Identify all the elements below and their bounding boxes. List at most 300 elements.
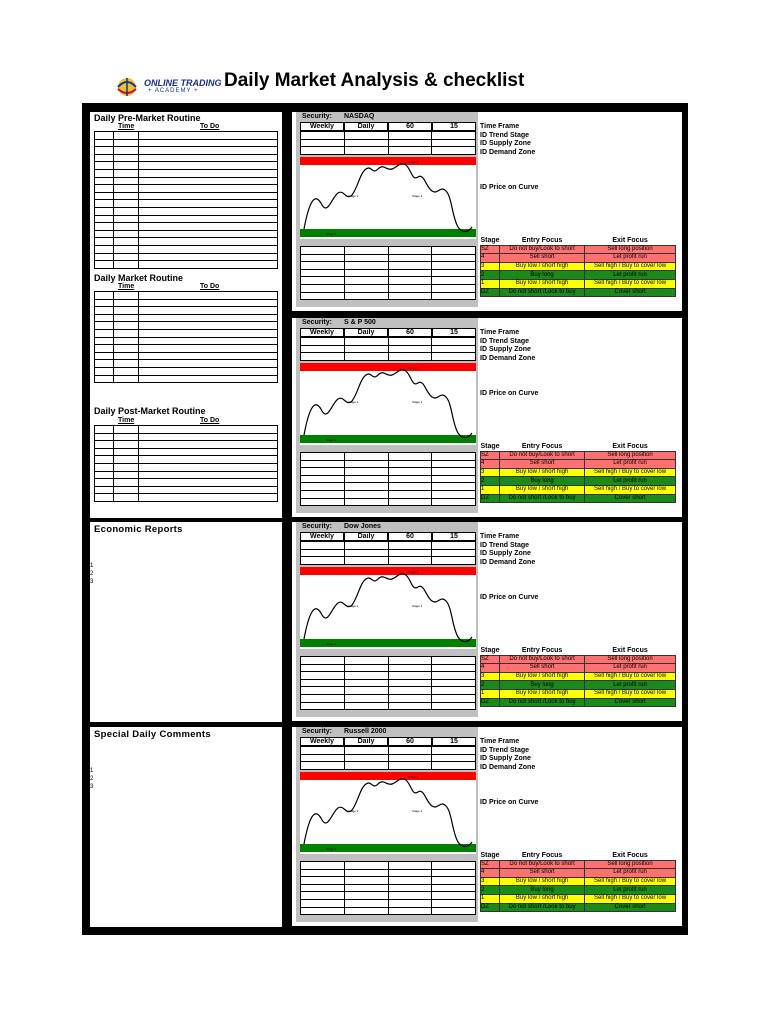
table-cell[interactable]: [344, 657, 388, 665]
table-cell[interactable]: [388, 542, 432, 550]
table-cell[interactable]: [113, 456, 138, 464]
table-row: [95, 154, 278, 162]
timeframe-grid: [300, 337, 476, 361]
table-cell[interactable]: [113, 494, 138, 502]
table-cell[interactable]: [344, 672, 388, 680]
table-cell[interactable]: [344, 345, 388, 353]
table-cell[interactable]: [344, 862, 388, 870]
table-cell[interactable]: [388, 664, 432, 672]
table-cell[interactable]: [113, 238, 138, 246]
table-cell[interactable]: [95, 486, 114, 494]
table-cell[interactable]: [113, 192, 138, 200]
table-cell[interactable]: [344, 490, 388, 498]
table-cell[interactable]: [344, 262, 388, 270]
table-cell[interactable]: [301, 353, 345, 361]
table-cell[interactable]: [388, 147, 432, 155]
table-cell[interactable]: [344, 284, 388, 292]
table-cell[interactable]: [432, 899, 476, 907]
table-cell[interactable]: [113, 479, 138, 487]
security-name: S & P 500: [344, 319, 376, 326]
table-cell[interactable]: [301, 139, 345, 147]
table-cell[interactable]: [95, 367, 114, 375]
table-cell[interactable]: [113, 207, 138, 215]
table-cell[interactable]: [113, 314, 138, 322]
table-cell[interactable]: [113, 375, 138, 383]
table-cell[interactable]: [301, 132, 345, 140]
table-cell[interactable]: [432, 702, 476, 710]
table-cell[interactable]: [95, 479, 114, 487]
table-cell[interactable]: [432, 284, 476, 292]
table-cell[interactable]: [95, 132, 114, 140]
table-cell[interactable]: [95, 192, 114, 200]
table-cell[interactable]: [138, 292, 277, 300]
table-cell[interactable]: [344, 139, 388, 147]
table-cell[interactable]: [301, 147, 345, 155]
table-cell[interactable]: [95, 352, 114, 360]
table-cell[interactable]: [344, 549, 388, 557]
table-cell[interactable]: [113, 307, 138, 315]
table-cell[interactable]: [432, 907, 476, 915]
table-cell[interactable]: [388, 262, 432, 270]
table-cell[interactable]: [138, 261, 277, 269]
table-cell[interactable]: [388, 277, 432, 285]
table-cell[interactable]: [432, 269, 476, 277]
table-cell[interactable]: [301, 542, 345, 550]
table-cell[interactable]: [138, 147, 277, 155]
table-cell[interactable]: [344, 254, 388, 262]
table-cell[interactable]: [138, 162, 277, 170]
table-cell[interactable]: [432, 869, 476, 877]
table-cell[interactable]: [113, 329, 138, 337]
table-cell[interactable]: [138, 471, 277, 479]
table-cell[interactable]: [344, 277, 388, 285]
table-cell[interactable]: [344, 907, 388, 915]
table-cell[interactable]: [388, 862, 432, 870]
table-cell[interactable]: [344, 754, 388, 762]
table-cell[interactable]: [432, 483, 476, 491]
table-cell[interactable]: [113, 463, 138, 471]
table-cell[interactable]: [138, 177, 277, 185]
table-cell[interactable]: [301, 747, 345, 755]
table-cell[interactable]: [432, 892, 476, 900]
table-cell[interactable]: [388, 877, 432, 885]
table-cell[interactable]: [388, 254, 432, 262]
table-cell[interactable]: [113, 169, 138, 177]
table-cell[interactable]: [432, 498, 476, 506]
table-cell[interactable]: [95, 448, 114, 456]
table-cell[interactable]: [113, 352, 138, 360]
table-cell[interactable]: [138, 479, 277, 487]
table-cell[interactable]: [388, 483, 432, 491]
table-cell[interactable]: [138, 352, 277, 360]
table-cell[interactable]: [388, 762, 432, 770]
table-cell[interactable]: [432, 262, 476, 270]
table-cell[interactable]: [95, 253, 114, 261]
table-cell[interactable]: [113, 299, 138, 307]
table-cell[interactable]: [113, 215, 138, 223]
stage-cell-exit: Sell high / Buy to cover low: [585, 262, 676, 271]
table-cell[interactable]: [388, 498, 432, 506]
table-cell[interactable]: [113, 147, 138, 155]
table-cell[interactable]: [432, 687, 476, 695]
table-cell[interactable]: [138, 139, 277, 147]
table-cell[interactable]: [432, 862, 476, 870]
table-cell[interactable]: [432, 468, 476, 476]
table-cell[interactable]: [113, 345, 138, 353]
table-cell[interactable]: [138, 494, 277, 502]
table-cell[interactable]: [344, 869, 388, 877]
table-cell[interactable]: [432, 747, 476, 755]
stage-cell-stage: 1: [481, 894, 500, 903]
table-cell[interactable]: [344, 694, 388, 702]
table-cell[interactable]: [344, 460, 388, 468]
table-cell[interactable]: [388, 549, 432, 557]
table-cell[interactable]: [388, 338, 432, 346]
table-cell[interactable]: [95, 245, 114, 253]
table-cell[interactable]: [301, 657, 345, 665]
table-cell[interactable]: [138, 456, 277, 464]
table-cell[interactable]: [432, 694, 476, 702]
table-cell[interactable]: [113, 322, 138, 330]
table-cell[interactable]: [301, 907, 345, 915]
table-cell[interactable]: [388, 899, 432, 907]
table-cell[interactable]: [301, 899, 345, 907]
table-cell[interactable]: [113, 261, 138, 269]
table-cell[interactable]: [344, 338, 388, 346]
table-cell[interactable]: [138, 253, 277, 261]
table-cell[interactable]: [344, 877, 388, 885]
table-cell[interactable]: [344, 292, 388, 300]
table-cell[interactable]: [95, 139, 114, 147]
table-cell[interactable]: [301, 687, 345, 695]
table-row: [95, 162, 278, 170]
checklist-demand-zone: ID Demand Zone: [480, 763, 536, 771]
table-cell[interactable]: [301, 702, 345, 710]
table-cell[interactable]: [301, 247, 345, 255]
table-cell[interactable]: [301, 460, 345, 468]
table-cell[interactable]: [138, 200, 277, 208]
table-cell[interactable]: [388, 892, 432, 900]
table-cell[interactable]: [344, 762, 388, 770]
table-cell[interactable]: [113, 337, 138, 345]
table-cell[interactable]: [301, 754, 345, 762]
table-cell[interactable]: [138, 238, 277, 246]
table-cell[interactable]: [113, 185, 138, 193]
table-cell[interactable]: [388, 269, 432, 277]
table-cell[interactable]: [138, 223, 277, 231]
table-cell[interactable]: [95, 147, 114, 155]
table-cell[interactable]: [432, 549, 476, 557]
table-cell[interactable]: [301, 292, 345, 300]
table-cell[interactable]: [388, 460, 432, 468]
table-cell[interactable]: [95, 329, 114, 337]
table-cell[interactable]: [432, 247, 476, 255]
table-cell[interactable]: [113, 486, 138, 494]
table-cell[interactable]: [95, 471, 114, 479]
table-cell[interactable]: [432, 460, 476, 468]
table-cell[interactable]: [388, 345, 432, 353]
table-cell[interactable]: [388, 907, 432, 915]
table-cell[interactable]: [95, 177, 114, 185]
table-cell[interactable]: [138, 463, 277, 471]
table-cell[interactable]: [388, 284, 432, 292]
table-cell[interactable]: [95, 299, 114, 307]
table-cell[interactable]: [344, 557, 388, 565]
table-cell[interactable]: [432, 277, 476, 285]
table-cell[interactable]: [432, 254, 476, 262]
table-cell[interactable]: [138, 215, 277, 223]
table-cell[interactable]: [138, 299, 277, 307]
table-cell[interactable]: [95, 433, 114, 441]
table-cell[interactable]: [432, 345, 476, 353]
table-cell[interactable]: [432, 672, 476, 680]
table-cell[interactable]: [138, 337, 277, 345]
table-cell[interactable]: [344, 747, 388, 755]
table-cell[interactable]: [432, 679, 476, 687]
table-cell[interactable]: [95, 154, 114, 162]
table-cell[interactable]: [301, 892, 345, 900]
table-cell[interactable]: [138, 375, 277, 383]
table-cell[interactable]: [301, 557, 345, 565]
table-cell[interactable]: [432, 139, 476, 147]
table-cell[interactable]: [432, 754, 476, 762]
table-cell[interactable]: [95, 207, 114, 215]
table-cell[interactable]: [95, 215, 114, 223]
table-cell[interactable]: [344, 679, 388, 687]
table-cell[interactable]: [388, 353, 432, 361]
table-cell[interactable]: [388, 292, 432, 300]
table-cell[interactable]: [344, 468, 388, 476]
table-cell[interactable]: [138, 367, 277, 375]
table-cell[interactable]: [138, 169, 277, 177]
table-cell[interactable]: [95, 322, 114, 330]
table-cell[interactable]: [432, 338, 476, 346]
table-cell[interactable]: [301, 490, 345, 498]
table-cell[interactable]: [113, 426, 138, 434]
stage-cell-exit: Cover short: [585, 288, 676, 297]
stage-header: Stage: [480, 443, 500, 451]
table-cell[interactable]: [113, 139, 138, 147]
table-cell[interactable]: [388, 468, 432, 476]
table-cell[interactable]: [301, 664, 345, 672]
table-cell[interactable]: [95, 230, 114, 238]
table-cell[interactable]: [95, 314, 114, 322]
table-cell[interactable]: [113, 132, 138, 140]
table-cell[interactable]: [138, 448, 277, 456]
table-cell[interactable]: [301, 345, 345, 353]
table-cell[interactable]: [388, 747, 432, 755]
table-cell[interactable]: [432, 353, 476, 361]
table-cell[interactable]: [138, 132, 277, 140]
table-cell[interactable]: [138, 433, 277, 441]
table-cell[interactable]: [388, 884, 432, 892]
table-cell[interactable]: [113, 223, 138, 231]
table-cell[interactable]: [95, 345, 114, 353]
table-cell[interactable]: [95, 238, 114, 246]
table-cell[interactable]: [113, 162, 138, 170]
table-row: [95, 185, 278, 193]
table-cell[interactable]: [388, 754, 432, 762]
table-cell[interactable]: [388, 139, 432, 147]
table-cell[interactable]: [113, 200, 138, 208]
table-cell[interactable]: [301, 475, 345, 483]
table-cell[interactable]: [113, 253, 138, 261]
table-cell[interactable]: [95, 360, 114, 368]
table-cell[interactable]: [432, 664, 476, 672]
table-cell[interactable]: [95, 169, 114, 177]
table-cell[interactable]: [113, 367, 138, 375]
table-cell[interactable]: [138, 230, 277, 238]
table-cell[interactable]: [301, 862, 345, 870]
table-cell[interactable]: [432, 475, 476, 483]
table-cell[interactable]: [95, 162, 114, 170]
table-cell[interactable]: [432, 542, 476, 550]
table-cell[interactable]: [95, 456, 114, 464]
table-cell[interactable]: [95, 441, 114, 449]
table-cell[interactable]: [344, 132, 388, 140]
table-cell[interactable]: [113, 177, 138, 185]
table-cell[interactable]: [344, 475, 388, 483]
table-cell[interactable]: [138, 322, 277, 330]
table-cell[interactable]: [344, 353, 388, 361]
table-cell[interactable]: [432, 557, 476, 565]
table-cell[interactable]: [95, 375, 114, 383]
table-cell[interactable]: [301, 483, 345, 491]
table-cell[interactable]: [301, 549, 345, 557]
table-cell[interactable]: [301, 672, 345, 680]
table-cell[interactable]: [388, 672, 432, 680]
table-cell[interactable]: [95, 292, 114, 300]
table-cell[interactable]: [95, 307, 114, 315]
table-cell[interactable]: [344, 453, 388, 461]
table-cell[interactable]: [95, 494, 114, 502]
table-cell[interactable]: [138, 245, 277, 253]
table-cell[interactable]: [138, 441, 277, 449]
table-cell[interactable]: [95, 200, 114, 208]
stage-row: [481, 698, 676, 707]
table-cell[interactable]: [95, 223, 114, 231]
table-cell[interactable]: [388, 453, 432, 461]
stage-cell-entry: Buy low / short high: [500, 468, 585, 477]
stage-cell-exit: Sell long position: [585, 655, 676, 664]
table-cell[interactable]: [432, 292, 476, 300]
table-cell[interactable]: [344, 269, 388, 277]
table-cell[interactable]: [138, 426, 277, 434]
table-cell[interactable]: [432, 884, 476, 892]
table-cell[interactable]: [95, 463, 114, 471]
table-cell[interactable]: [301, 679, 345, 687]
table-cell[interactable]: [301, 338, 345, 346]
stage-cell-stage: 1: [481, 689, 500, 698]
table-cell[interactable]: [432, 877, 476, 885]
table-cell[interactable]: [344, 892, 388, 900]
table-cell[interactable]: [138, 207, 277, 215]
table-cell[interactable]: [432, 762, 476, 770]
table-cell[interactable]: [113, 448, 138, 456]
table-cell[interactable]: [138, 192, 277, 200]
table-cell[interactable]: [113, 230, 138, 238]
table-cell[interactable]: [432, 657, 476, 665]
table-cell[interactable]: [138, 185, 277, 193]
table-cell[interactable]: [344, 542, 388, 550]
table-cell[interactable]: [301, 453, 345, 461]
table-cell[interactable]: [301, 254, 345, 262]
table-cell[interactable]: [388, 490, 432, 498]
security-label: Security:: [302, 523, 332, 530]
table-cell[interactable]: [388, 694, 432, 702]
table-cell[interactable]: [432, 147, 476, 155]
table-cell[interactable]: [344, 899, 388, 907]
table-cell[interactable]: [388, 679, 432, 687]
table-cell[interactable]: [138, 314, 277, 322]
table-cell[interactable]: [301, 877, 345, 885]
table-cell[interactable]: [344, 147, 388, 155]
table-cell[interactable]: [432, 490, 476, 498]
table-cell[interactable]: [432, 453, 476, 461]
table-cell[interactable]: [138, 360, 277, 368]
table-cell[interactable]: [113, 433, 138, 441]
table-cell[interactable]: [344, 884, 388, 892]
table-cell[interactable]: [301, 884, 345, 892]
table-cell[interactable]: [301, 269, 345, 277]
table-cell[interactable]: [301, 262, 345, 270]
table-cell[interactable]: [95, 261, 114, 269]
table-cell[interactable]: [113, 360, 138, 368]
table-cell[interactable]: [301, 869, 345, 877]
table-cell[interactable]: [95, 337, 114, 345]
table-cell[interactable]: [138, 154, 277, 162]
table-cell[interactable]: [138, 345, 277, 353]
table-cell[interactable]: [113, 245, 138, 253]
checklist-labels: [480, 123, 535, 157]
table-cell[interactable]: [344, 483, 388, 491]
table-cell[interactable]: [301, 694, 345, 702]
table-cell[interactable]: [138, 307, 277, 315]
table-cell[interactable]: [388, 702, 432, 710]
table-cell[interactable]: [344, 664, 388, 672]
table-cell[interactable]: [344, 687, 388, 695]
table-cell[interactable]: [95, 185, 114, 193]
table-cell[interactable]: [138, 486, 277, 494]
table-cell[interactable]: [388, 657, 432, 665]
table-cell[interactable]: [432, 132, 476, 140]
table-cell[interactable]: [138, 329, 277, 337]
table-cell[interactable]: [344, 702, 388, 710]
table-cell[interactable]: [388, 869, 432, 877]
table-cell[interactable]: [113, 441, 138, 449]
table-cell[interactable]: [388, 247, 432, 255]
table-cell[interactable]: [301, 468, 345, 476]
table-cell[interactable]: [113, 154, 138, 162]
table-cell[interactable]: [301, 498, 345, 506]
table-cell[interactable]: [388, 475, 432, 483]
table-cell[interactable]: [388, 557, 432, 565]
table-cell[interactable]: [95, 426, 114, 434]
table-cell[interactable]: [301, 762, 345, 770]
table-cell[interactable]: [301, 277, 345, 285]
table-cell[interactable]: [344, 498, 388, 506]
table-cell[interactable]: [113, 471, 138, 479]
table-cell[interactable]: [301, 284, 345, 292]
table-cell[interactable]: [113, 292, 138, 300]
table-cell[interactable]: [388, 132, 432, 140]
stage-cell-exit: Sell long position: [585, 245, 676, 254]
stage-cell-stage: DZ: [481, 288, 500, 297]
table-cell[interactable]: [344, 247, 388, 255]
table-cell[interactable]: [388, 687, 432, 695]
stage-row: [481, 655, 676, 664]
stage-cell-entry: Do not buy/Look to short: [500, 451, 585, 460]
